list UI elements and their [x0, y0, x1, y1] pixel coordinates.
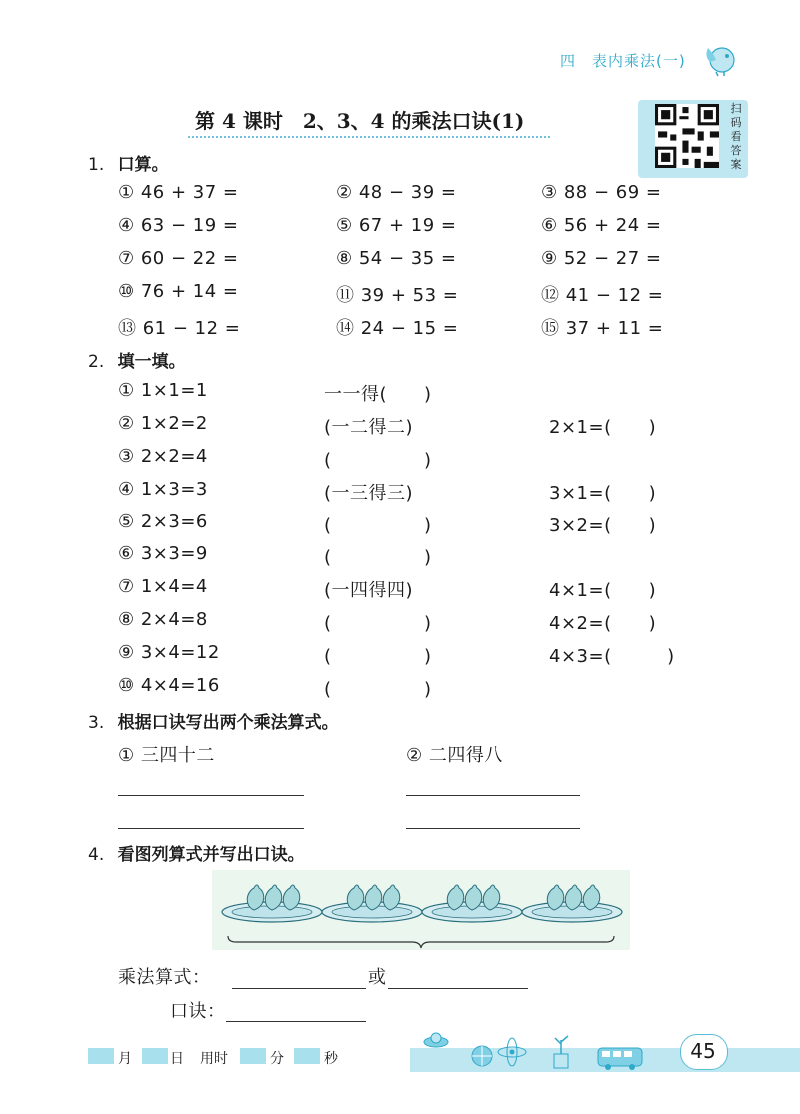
section-1-heading: 1. 口算。	[88, 155, 169, 175]
list-item: ⑦ 1×4=4	[118, 576, 208, 597]
list-item: 4×1=( )	[549, 580, 657, 601]
list-item: ⑤ 2×3=6	[118, 511, 208, 532]
globe-icon	[472, 1046, 492, 1066]
rhyme-label: 口诀：	[170, 1001, 226, 1022]
list-item: ⑥ 3×3=9	[118, 543, 208, 564]
footer-science-icons	[420, 1028, 650, 1072]
list-item: ( )	[324, 679, 432, 700]
list-item: ① 1×1=1	[118, 380, 208, 401]
plate-group	[522, 885, 622, 922]
plant-pot-icon	[554, 1036, 568, 1068]
list-item: ⑥ 56 + 24 =	[541, 215, 662, 236]
list-item: ⑮ 37 + 11 =	[541, 318, 664, 339]
or-label: 或	[368, 967, 387, 988]
lesson-title: 第 4 课时 2、3、4 的乘法口诀(1)	[195, 109, 525, 133]
list-item: ( )	[324, 613, 432, 634]
list-item: ④ 1×3=3	[118, 479, 208, 500]
list-item: ⑨ 52 − 27 =	[541, 248, 662, 269]
answer-line[interactable]	[118, 828, 304, 829]
list-item: ① 46 + 37 =	[118, 182, 239, 203]
list-item: ② 48 − 39 =	[336, 182, 457, 203]
list-item: ③ 2×2=4	[118, 446, 208, 467]
qr-code-icon[interactable]	[655, 104, 719, 168]
month-label: 月	[118, 1051, 132, 1067]
list-item: ⑧ 54 − 35 =	[336, 248, 457, 269]
pears-on-plates-illustration	[212, 870, 630, 950]
list-item: 3×1=( )	[549, 483, 657, 504]
section-4-heading: 4. 看图列算式并写出口诀。	[88, 845, 305, 865]
list-item: 4×2=( )	[549, 613, 657, 634]
day-label: 日	[170, 1051, 184, 1067]
list-item: ⑭ 24 − 15 =	[336, 318, 459, 339]
section-3-heading: 3. 根据口诀写出两个乘法算式。	[88, 713, 339, 733]
list-item: ⑩ 4×4=16	[118, 675, 220, 696]
minute-label: 分	[270, 1051, 284, 1067]
time-used-label: 用时	[200, 1051, 228, 1067]
answer-line[interactable]	[406, 795, 580, 796]
qr-label: 扫码看答案	[730, 102, 742, 171]
page-number: 45	[690, 1039, 716, 1063]
answer-line[interactable]	[226, 1021, 366, 1022]
list-item: ⑨ 3×4=12	[118, 642, 220, 663]
bus-icon	[598, 1048, 642, 1070]
minute-box[interactable]	[240, 1048, 266, 1064]
list-item: ( )	[324, 547, 432, 568]
list-item: ⑫ 41 − 12 =	[541, 285, 664, 306]
list-item: ⑧ 2×4=8	[118, 609, 208, 630]
day-box[interactable]	[142, 1048, 168, 1064]
list-item: ⑬ 61 − 12 =	[118, 318, 241, 339]
list-item: 3×2=( )	[549, 515, 657, 536]
atom-icon	[498, 1038, 526, 1066]
list-item: ③ 88 − 69 =	[541, 182, 662, 203]
list-item: (一二得二)	[324, 417, 414, 438]
answer-line[interactable]	[406, 828, 580, 829]
multiplication-label: 乘法算式：	[118, 967, 211, 988]
brace	[228, 936, 614, 948]
chapter-header: 四 表内乘法(一)	[560, 52, 686, 70]
list-item: (一四得四)	[324, 580, 414, 601]
list-item: ② 1×2=2	[118, 413, 208, 434]
second-box[interactable]	[294, 1048, 320, 1064]
rhyme-left: ① 三四十二	[118, 745, 215, 766]
list-item: ( )	[324, 515, 432, 536]
answer-line[interactable]	[118, 795, 304, 796]
section-2-heading: 2. 填一填。	[88, 352, 186, 372]
plate-group	[222, 885, 322, 922]
second-label: 秒	[324, 1051, 338, 1067]
list-item: (一三得三)	[324, 483, 414, 504]
list-item: ④ 63 − 19 =	[118, 215, 239, 236]
plate-group	[322, 885, 422, 922]
list-item: ⑪ 39 + 53 =	[336, 285, 459, 306]
title-underline	[188, 136, 550, 138]
ufo-icon	[424, 1033, 448, 1047]
list-item: 一一得( )	[324, 384, 432, 405]
answer-line[interactable]	[388, 988, 528, 989]
list-item: 4×3=( )	[549, 646, 675, 667]
list-item: ( )	[324, 450, 432, 471]
list-item: ( )	[324, 646, 432, 667]
list-item: ⑤ 67 + 19 =	[336, 215, 457, 236]
rhyme-right: ② 二四得八	[406, 745, 503, 766]
answer-line[interactable]	[232, 988, 366, 989]
list-item: ⑦ 60 − 22 =	[118, 248, 239, 269]
month-box[interactable]	[88, 1048, 114, 1064]
plate-group	[422, 885, 522, 922]
list-item: 2×1=( )	[549, 417, 657, 438]
list-item: ⑩ 76 + 14 =	[118, 281, 239, 302]
decorative-bird-icon	[702, 38, 742, 78]
